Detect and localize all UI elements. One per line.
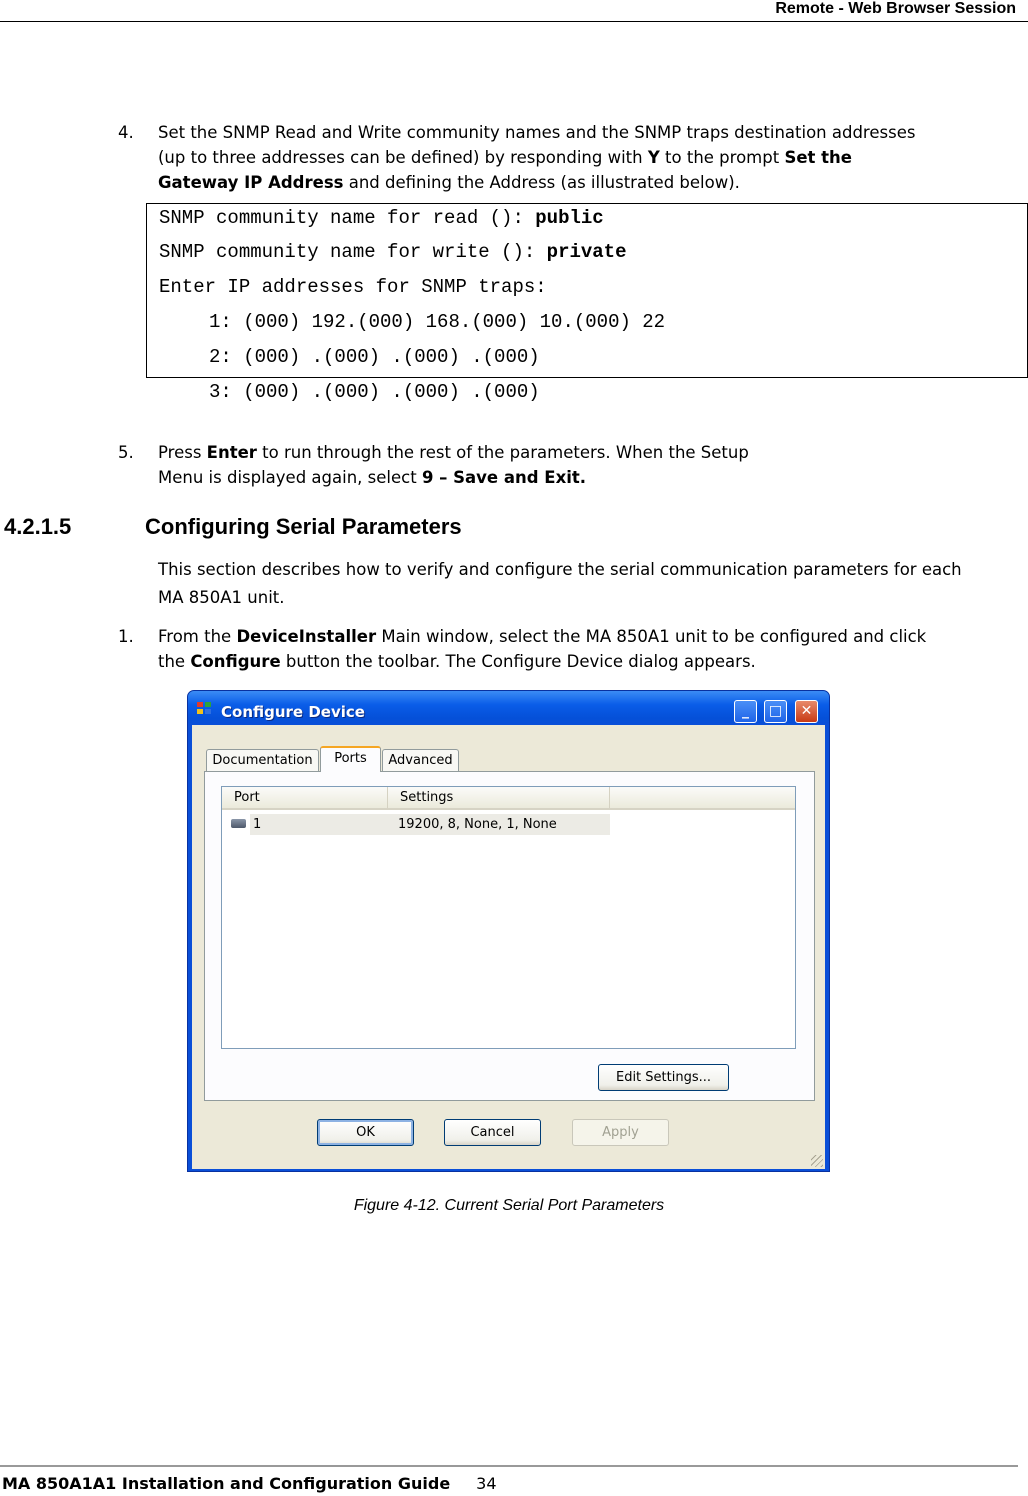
bold-run: Configure (190, 652, 281, 671)
code-line-trap-3: 3: (000) .(000) .(000) .(000) (209, 381, 540, 403)
text-run: the (158, 652, 191, 671)
step-1-number: 1. (118, 627, 134, 646)
ports-tab-panel (204, 771, 815, 1101)
step-5-line-2 (158, 465, 586, 490)
footer-divider (0, 1465, 1018, 1467)
text-run: to the prompt (659, 148, 785, 167)
text-run: Main window, select the MA 850A1 unit to be configured and click (376, 627, 927, 646)
text-run: (up to three addresses can be defined) by responding with (158, 148, 648, 167)
ports-list[interactable] (221, 786, 796, 1049)
edit-settings-button[interactable]: Edit Settings... (598, 1064, 729, 1091)
code-line-trap-1: 1: (000) 192.(000) 168.(000) 10.(000) 22 (209, 311, 666, 333)
column-header-filler (610, 787, 795, 810)
code-line-read (159, 207, 604, 229)
code-line-write (159, 241, 627, 263)
page-number: 34 (476, 1474, 497, 1493)
step-5-line-1 (158, 440, 749, 465)
text-run: button the toolbar. The Configure Device dialog appears. (280, 652, 756, 671)
code-line-traps: Enter IP addresses for SNMP traps: (159, 276, 547, 298)
step-4-number: 4. (118, 123, 134, 142)
bold-run: 9 – Save and Exit. (421, 468, 587, 487)
step-1-line-1 (158, 624, 926, 649)
header-divider (0, 21, 1028, 22)
step-4-line-3 (158, 170, 740, 195)
bold-run: Y (647, 148, 660, 167)
text-run: Press (158, 443, 207, 462)
snmp-code-box (146, 203, 1028, 403)
tab-documentation[interactable]: Documentation (206, 749, 319, 771)
dialog-title: Configure Device (221, 703, 365, 721)
bold-run: Gateway IP Address (158, 173, 344, 192)
cancel-button[interactable]: Cancel (444, 1119, 541, 1146)
dialog-client-area (192, 725, 825, 1169)
code-prompt: SNMP community name for write (): (159, 241, 547, 263)
code-value: public (535, 207, 604, 229)
tab-ports[interactable]: Ports (320, 746, 381, 772)
section-heading (4, 514, 462, 540)
configure-device-dialog (187, 690, 830, 1172)
step-4-line-2 (158, 145, 852, 170)
code-line-trap-2: 2: (000) .(000) .(000) .(000) (209, 346, 540, 368)
code-value: private (546, 241, 627, 263)
page-footer (2, 1474, 497, 1493)
resize-grip-icon[interactable] (811, 1155, 823, 1167)
minimize-button[interactable]: _ (734, 700, 757, 723)
step-4-line-1: Set the SNMP Read and Write community names and the SNMP traps destination addresses (158, 123, 916, 142)
code-prompt: SNMP community name for read (): (159, 207, 536, 229)
serial-port-icon (231, 819, 246, 828)
dialog-titlebar[interactable] (188, 691, 829, 725)
text-run: Menu is displayed again, select (158, 468, 422, 487)
step-1-line-2 (158, 649, 756, 674)
text-run: and defining the Address (as illustrated below). (343, 173, 740, 192)
bold-run: Enter (206, 443, 257, 462)
bold-run: Set the (784, 148, 852, 167)
section-number: 4.2.1.5 (4, 514, 72, 539)
column-header-port[interactable]: Port (222, 787, 388, 810)
app-icon (197, 702, 213, 716)
bold-run: DeviceInstaller (236, 627, 377, 646)
step-5-number: 5. (118, 443, 134, 462)
section-intro-line-1: This section describes how to verify and configure the serial communication parameters for each (158, 560, 962, 579)
tab-advanced[interactable]: Advanced (382, 749, 459, 771)
section-title: Configuring Serial Parameters (145, 514, 462, 539)
text-run: to run through the rest of the parameters. When the Setup (256, 443, 749, 462)
apply-button[interactable]: Apply (572, 1119, 669, 1146)
footer-title: MA 850A1A1 Installation and Configuration Guide (2, 1474, 451, 1493)
close-button[interactable]: ✕ (795, 700, 818, 723)
row-port-cell: 1 (253, 817, 262, 832)
ok-button[interactable]: OK (317, 1119, 414, 1146)
text-run: From the (158, 627, 237, 646)
figure-caption: Figure 4-12. Current Serial Port Parameters (353, 1197, 665, 1214)
column-header-settings[interactable]: Settings (388, 787, 610, 810)
maximize-button[interactable]: □ (764, 700, 787, 723)
section-intro-line-2: MA 850A1 unit. (158, 588, 285, 607)
page-header-title: Remote - Web Browser Session (775, 0, 1016, 17)
row-settings-cell: 19200, 8, None, 1, None (398, 817, 557, 832)
